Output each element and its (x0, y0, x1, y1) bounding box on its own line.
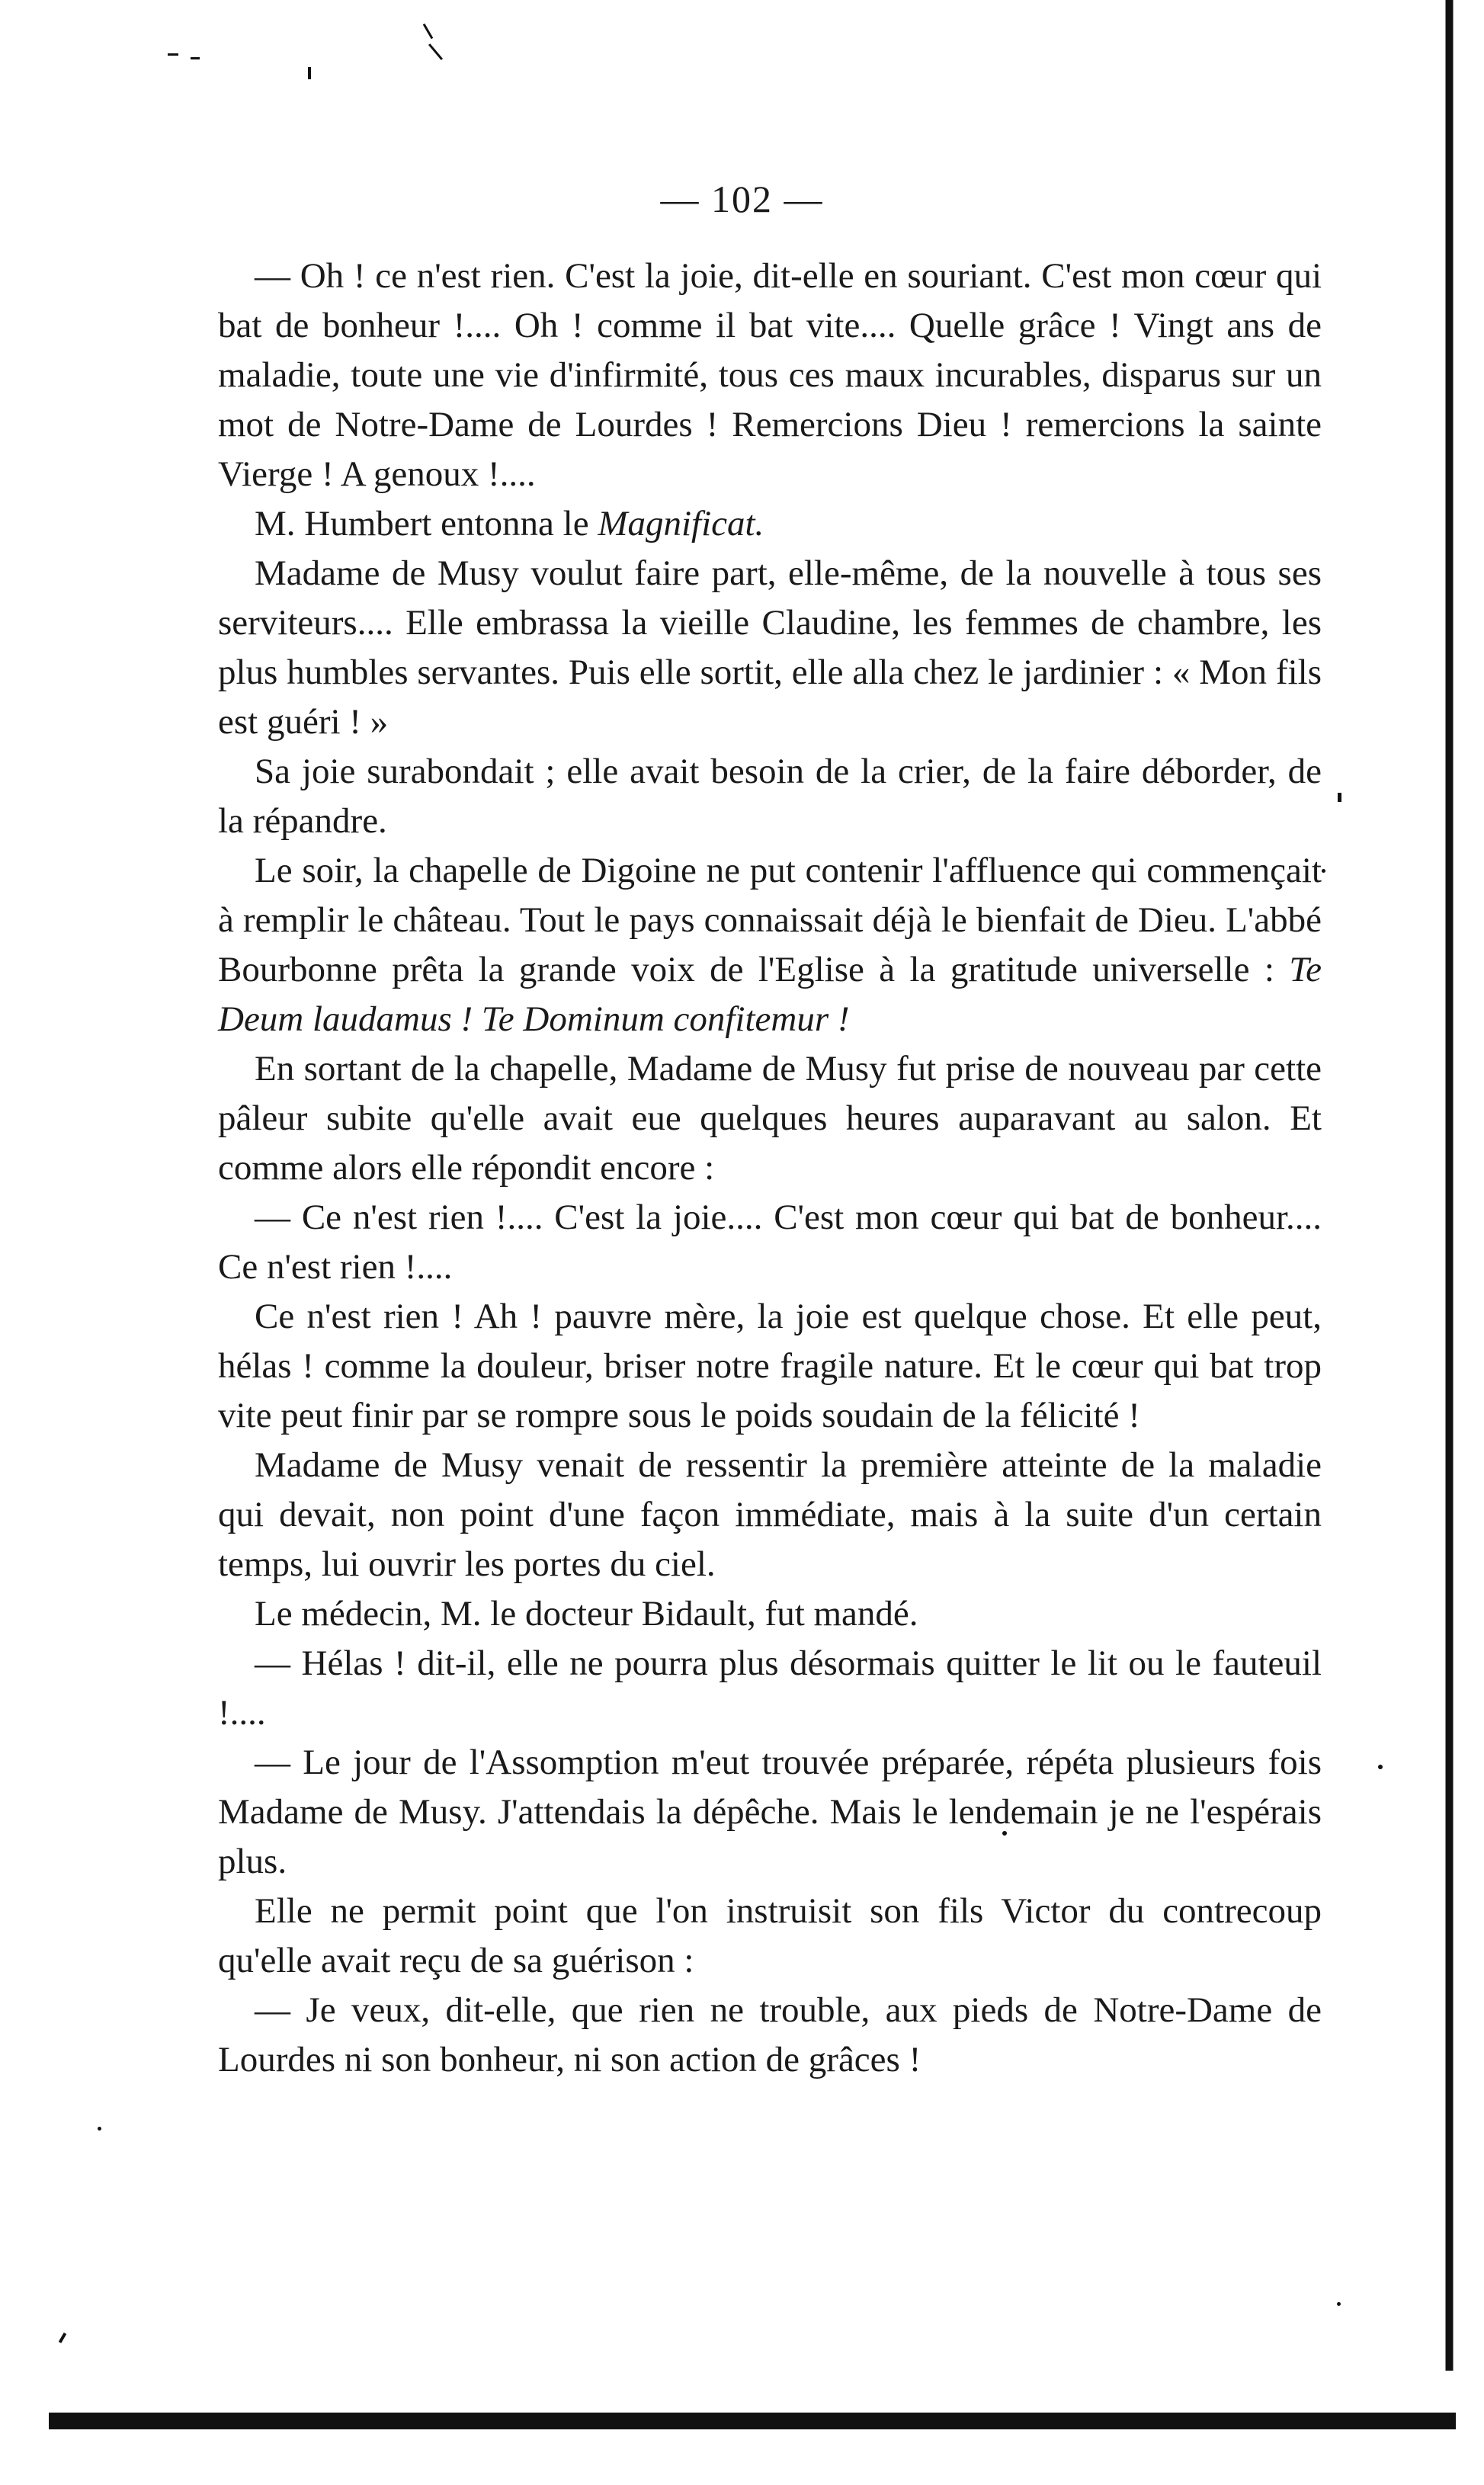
paragraph: Sa joie surabondait ; elle avait besoin de la crier, de la faire déborder, de la répandre. (218, 752, 1322, 841)
paragraph: Elle ne permit point que l'on instruisit son fils Victor du contrecoup qu'elle avait reçu de sa guérison : (218, 1891, 1322, 1980)
paragraph (218, 846, 1322, 1044)
paragraph: — Oh ! ce n'est rien. C'est la joie, dit-elle en souriant. C'est mon cœur qui bat de bonheur !.... Oh ! comme il bat vite.... Quelle grâce ! Vingt ans de maladie, toute une vie d'infirmité, tous ces maux incurables, disparus sur un mot de Notre-Dame de Lourdes ! Remercions Dieu ! remercions la sainte Vierge ! A genoux !.... (218, 256, 1322, 494)
paragraph: Madame de Musy voulut faire part, elle-même, de la nouvelle à tous ses serviteurs.... Elle embrassa la vieille Claudine, les femmes de chambre, les plus humbles servantes. Puis elle sortit, elle alla chez le jardinier : « Mon fils est guéri ! » (218, 553, 1322, 742)
paragraph: Ce n'est rien ! Ah ! pauvre mère, la joie est quelque chose. Et elle peut, hélas ! comme la douleur, briser notre fragile nature. Et le cœur qui bat trop vite peut finir par se rompre sous le poids soudain de la félicité ! (218, 1297, 1322, 1435)
scan-speck (191, 57, 200, 59)
paragraph-text: Le soir, la chapelle de Digoine ne put contenir l'affluence qui commençait à remplir le château. Tout le pays connaissait déjà le bienfait de Dieu. L'abbé Bourbonne prêta la grande voix de l'Eglise à la gratitude universelle : (218, 851, 1322, 989)
paragraph: — Ce n'est rien !.... C'est la joie.... C'est mon cœur qui bat de bonheur.... Ce n'est rien !.... (218, 1198, 1322, 1287)
body-text (218, 252, 1322, 2085)
page-edge-right (1430, 0, 1456, 2371)
italic-te-deum: Te Deum laudamus ! Te Dominum confitemur ! (218, 950, 1322, 1039)
scan-speck (59, 2333, 66, 2343)
paragraph: — Je veux, dit-elle, que rien ne trouble, aux pieds de Notre-Dame de Lourdes ni son bonheur, ni son action de grâces ! (218, 1990, 1322, 2079)
scan-speck (1338, 793, 1341, 802)
scan-speck (98, 2127, 101, 2131)
paragraph (218, 499, 1322, 549)
scan-speck (1337, 2302, 1341, 2306)
scan-speck (1378, 1765, 1383, 1769)
page-number: — 102 — (660, 178, 824, 220)
scan-speck (428, 43, 443, 60)
paragraph: — Hélas ! dit-il, elle ne pourra plus désormais quitter le lit ou le fauteuil !.... (218, 1643, 1322, 1733)
scan-speck (168, 53, 178, 56)
page-edge-bottom (49, 2413, 1456, 2429)
paragraph: Le médecin, M. le docteur Bidault, fut mandé. (255, 1594, 918, 1634)
scan-speck (1322, 869, 1325, 873)
scan-speck (423, 24, 434, 40)
paragraph: Madame de Musy venait de ressentir la première atteinte de la maladie qui devait, non point d'une façon immédiate, mais à la suite d'un certain temps, lui ouvrir les portes du ciel. (218, 1445, 1322, 1584)
scan-speck (308, 67, 311, 79)
paragraph: — Le jour de l'Assomption m'eut trouvée préparée, répéta plusieurs fois Madame de Musy. J'attendais la dépêche. Mais le lendemain je ne l'espérais plus. (218, 1743, 1322, 1881)
paragraph: En sortant de la chapelle, Madame de Musy fut prise de nouveau par cette pâleur subite qu'elle avait eue quelques heures auparavant au salon. Et comme alors elle répondit encore : (218, 1049, 1322, 1188)
paragraph-text: M. Humbert entonna le (255, 504, 589, 543)
italic-magnificat: Magnificat. (598, 504, 764, 543)
